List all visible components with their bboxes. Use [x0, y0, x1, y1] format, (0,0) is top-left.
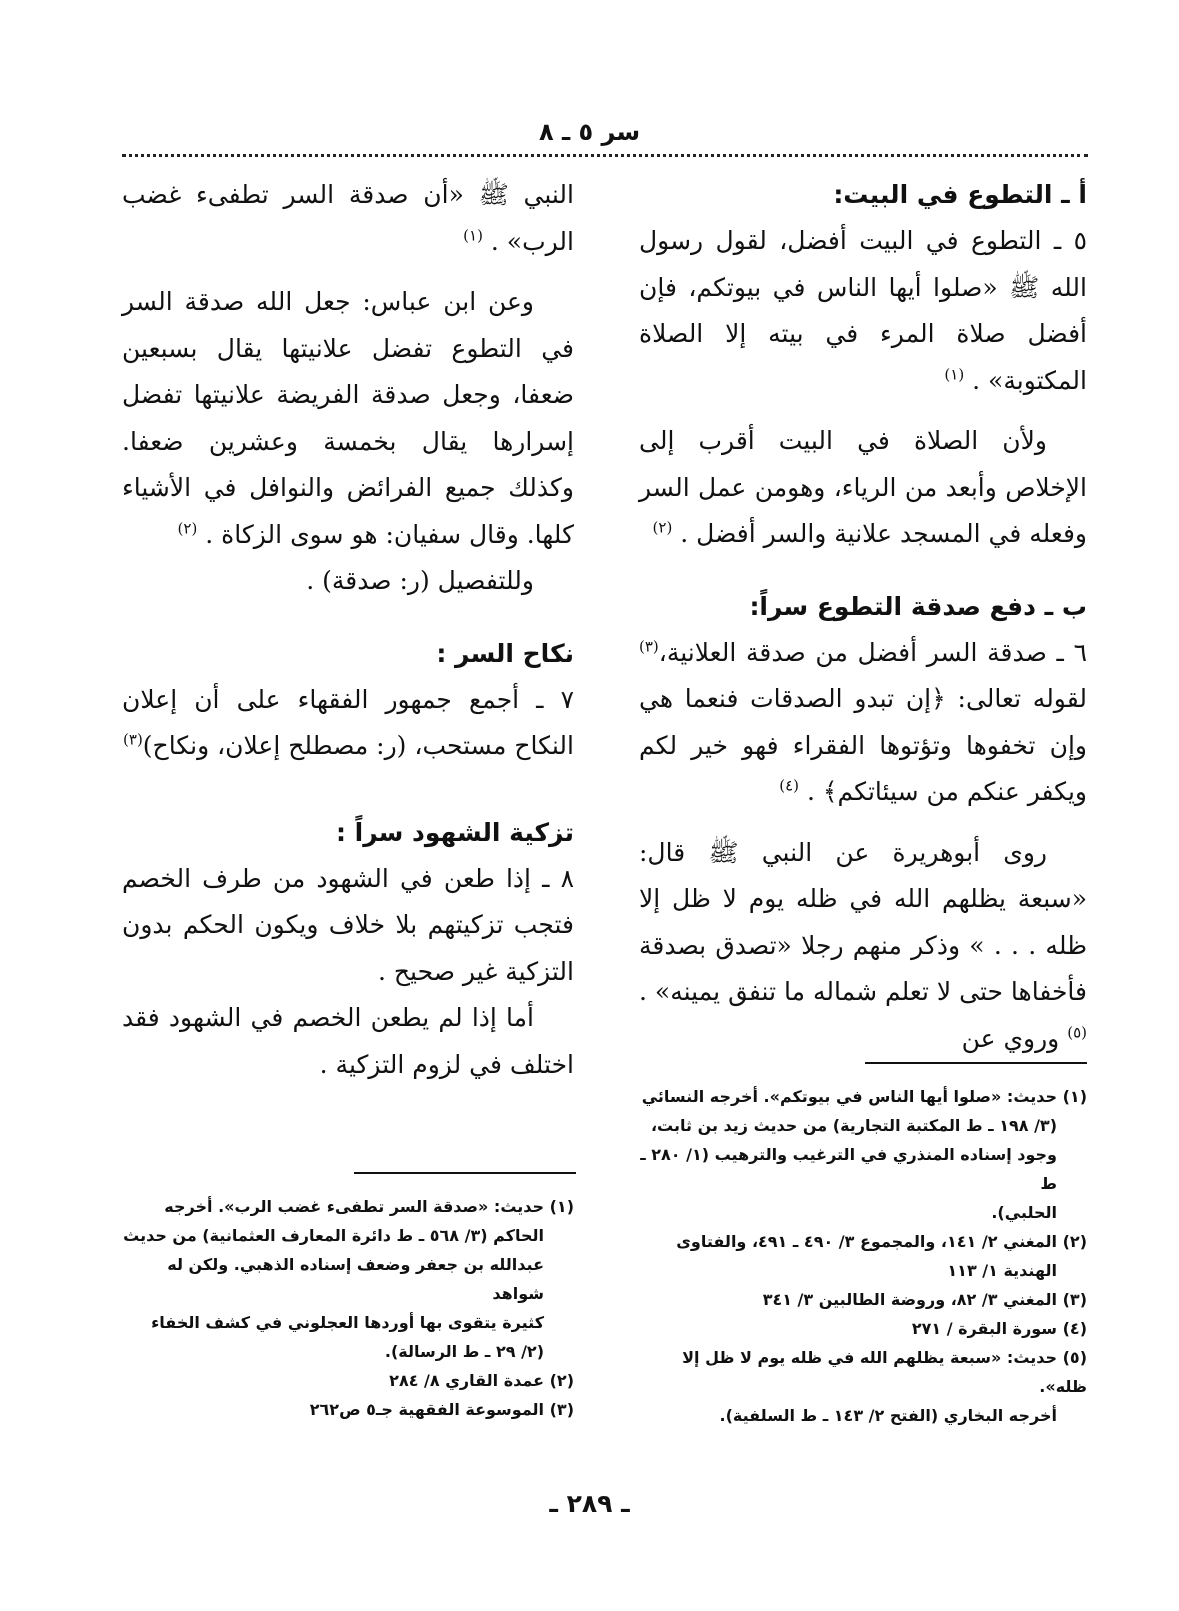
paragraph-ibn-abbas-text: وعن ابن عباس: جعل الله صدقة السر في التطوع تفضل علانيتها يقال بسبعين ضعفا، وجعل صدقة الفريضة علانيتها تفضل إسرارها يقال بخمسة وعشرين ضعفا. وكذلك جميع الفرائض والنوافل في الأشياء كلها. وقال سفيان: هو سوى الزكاة .: [122, 287, 574, 549]
footnote-ref: (٤): [779, 776, 799, 795]
left-column: [122, 172, 574, 1088]
paragraph-detail: وللتفصيل (ر: صدقة) .: [306, 566, 534, 595]
footnote-right-2-cont: الهندية ١/ ١١٣: [947, 1261, 1057, 1280]
paragraph-5: [639, 218, 1087, 404]
footnote-ref: (٣): [639, 637, 659, 656]
header-divider: [122, 154, 1088, 157]
footnote-right-3: (٣) المغني ٣/ ٨٢، وروضة الطالبين ٣/ ٣٤١: [762, 1290, 1087, 1309]
paragraph-hadith-text: روى أبوهريرة عن النبي ﷺ قال: «سبعة يظلهم الله في ظله يوم لا ظل إلا ظله . . . » وذكر منهم رجلا «تصدق بصدقة فأخفاها حتى لا تعلم شماله ما تنفق يمينه» .: [639, 837, 1087, 1006]
paragraph-house-prayer-text: ولأن الصلاة في البيت أقرب إلى الإخلاص وأبعد من الرياء، وهومن عمل السر وفعله في المسجد علانية والسر أفضل .: [639, 426, 1087, 548]
footnote-ref: (٢): [652, 518, 673, 537]
footnote-right-5: (٥) حديث: «سبعة يظلهم الله في ظله يوم لا ظل إلا ظله».: [682, 1348, 1087, 1396]
right-column: [639, 172, 1087, 1062]
section-heading-b: ب ـ دفع صدقة التطوع سراً:: [749, 591, 1087, 621]
paragraph-7: [122, 677, 574, 770]
footnote-left-1-cont: (٢/ ٢٩ ـ ط الرسالة).: [384, 1342, 544, 1361]
paragraph-continuation: [122, 172, 574, 265]
paragraph-ibn-abbas: [122, 279, 574, 558]
footnote-ref: (٣): [123, 730, 143, 749]
page-header: سر ٥ ـ ٨: [538, 118, 641, 146]
section-heading-tazkiya: تزكية الشهود سراً :: [335, 817, 574, 847]
footnote-right-1-cont: الحلبي).: [991, 1203, 1057, 1222]
paragraph-5-text: ٥ ـ التطوع في البيت أفضل، لقول رسول الله ﷺ «صلوا أيها الناس في بيوتكم، فإن أفضل صلاة المرء في بيته إلا الصلاة المكتوبة» .: [639, 226, 1087, 395]
footnote-right-1: (١) حديث: «صلوا أيها الناس في بيوتكم». أخرجه النسائي: [641, 1087, 1087, 1106]
footnote-left-1-cont: الحاكم (٣/ ٥٦٨ ـ ط دائرة المعارف العثمانية) من حديث: [123, 1226, 544, 1245]
paragraph-6-quran: لقوله تعالى: ﴿إن تبدو الصدقات فنعما هي وإن تخفوها وتؤتوها الفقراء فهو خير لكم ويكفر عنكم من سيئاتكم﴾ .: [639, 684, 1087, 806]
section-heading-nikah: نكاح السر :: [436, 638, 574, 668]
footnote-ref: (٢): [177, 519, 198, 538]
footnote-left-3: (٣) الموسوعة الفقهية جـ٥ ص٢٦٢: [309, 1400, 574, 1419]
footnotes-left: [122, 1192, 574, 1424]
paragraph-6: [639, 630, 1087, 816]
footnote-left-1-cont: عبدالله بن جعفر وضعف إسناده الذهبي. ولكن له شواهد: [167, 1255, 544, 1303]
paragraph-7-text: ٧ ـ أجمع جمهور الفقهاء على أن إعلان النكاح مستحب، (ر: مصطلح إعلان، ونكاح): [122, 684, 574, 760]
paragraph-8b: أما إذا لم يطعن الخصم في الشهود فقد اختلف في لزوم التزكية .: [122, 1003, 574, 1079]
paragraph-continuation-text: النبي ﷺ «أن صدقة السر تطفىء غضب الرب» .: [122, 180, 574, 256]
footnote-left-2: (٢) عمدة القاري ٨/ ٢٨٤: [389, 1371, 574, 1390]
paragraph-6-text: ٦ ـ صدقة السر أفضل من صدقة العلانية،: [658, 637, 1087, 667]
footnote-right-1-cont: (٣/ ١٩٨ ـ ط المكتبة التجارية) من حديث زيد بن ثابت،: [650, 1116, 1057, 1135]
paragraph-hadith-tail: وروي عن: [961, 1023, 1060, 1053]
section-heading-a: أ ـ التطوع في البيت:: [833, 180, 1087, 209]
footnote-divider-left: [354, 1172, 576, 1174]
paragraph-house-prayer: [639, 418, 1087, 558]
paragraph-hadith: [639, 830, 1087, 1063]
footnote-right-1-cont: وجود إسناده المنذري في الترغيب والترهيب (١/ ٢٨٠ ـ ط: [640, 1145, 1057, 1193]
footnote-divider-right: [865, 1062, 1087, 1064]
footnote-ref: (١): [944, 365, 965, 384]
footnote-right-5-cont: أخرجه البخاري (الفتح ٢/ ١٤٣ ـ ط السلفية).: [719, 1406, 1057, 1425]
footnote-left-1-cont: كثيرة يتقوى بها أوردها العجلوني في كشف الخفاء: [151, 1313, 544, 1332]
footnote-right-2: (٢) المغني ٢/ ١٤١، والمجموع ٣/ ٤٩٠ ـ ٤٩١، والفتاوى: [676, 1232, 1087, 1251]
footnote-right-4: (٤) سورة البقرة / ٢٧١: [911, 1319, 1087, 1338]
paragraph-8: ٨ ـ إذا طعن في الشهود من طرف الخصم فتجب تزكيتهم بلا خلاف ويكون الحكم بدون التزكية غير صحيح .: [122, 863, 574, 986]
footnote-ref: (٥): [1067, 1023, 1087, 1042]
footnotes-right: [639, 1082, 1087, 1430]
footnote-left-1: (١) حديث: «صدقة السر تطفىء غضب الرب». أخرجه: [164, 1197, 574, 1216]
page-number: ـ ٢٨٩ ـ: [549, 1489, 630, 1518]
footnote-ref: (١): [463, 226, 483, 245]
